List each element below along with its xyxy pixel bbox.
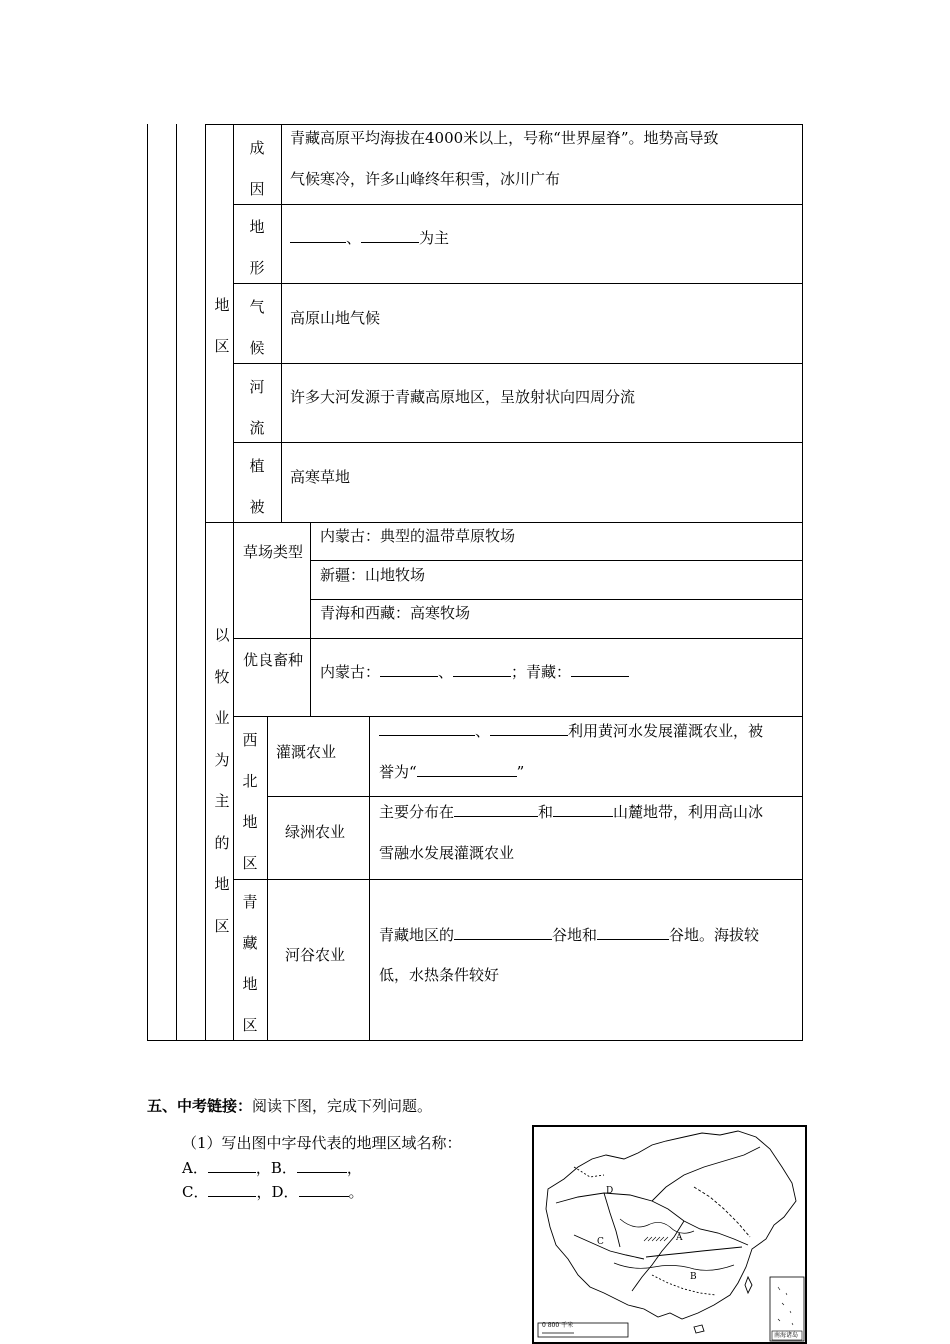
grassland-item: 新疆：山地牧场 [320,566,426,584]
terrain-text [290,228,449,248]
oasis-text-line1 [379,802,763,822]
china-regions-map [532,1125,807,1344]
blank[interactable] [571,662,629,677]
irrigation-praise-post: ” [516,763,525,781]
grassland-item: 青海和西藏：高寒牧场 [320,604,471,622]
irrigation-text-line1 [379,721,763,741]
map-letter-a: A [676,1233,683,1243]
northwest-label: 西北地区 [242,731,258,872]
blank[interactable] [454,802,538,817]
map-letter-d: D [606,1186,614,1196]
oasis-mid: 和 [538,803,554,821]
blank-a[interactable] [208,1158,256,1173]
section-heading-bold: 五、中考链接： [147,1097,253,1115]
blank-c[interactable] [208,1182,256,1197]
blank[interactable] [453,662,511,677]
oasis-pre: 主要分布在 [379,803,455,821]
separator: ；青藏： [511,663,572,681]
irrigation-label: 灌溉农业 [276,743,337,761]
breeds-prefix: 内蒙古： [320,663,381,681]
valley-text-line2: 低，水热条件较好 [379,966,500,984]
blank[interactable] [490,721,568,736]
map-inset-label: 南海诸岛 [774,1332,799,1339]
label-a: A． [182,1159,208,1177]
separator: 、 [475,722,491,740]
punct: 。 [348,1183,364,1201]
map-scale-label: 0 800 千米 [542,1322,574,1329]
suffix: 为主 [419,229,450,247]
label-d: ，D． [256,1183,299,1201]
rivers-text: 许多大河发源于青藏高原地区，呈放射状向四周分流 [290,388,636,406]
blank[interactable] [417,762,517,777]
grassland-item: 内蒙古：典型的温带草原牧场 [320,527,516,545]
blank[interactable] [454,925,552,940]
pastoral-region-label: 以牧业为主的地区 [214,626,230,935]
map-letter-c: C [597,1237,604,1247]
oasis-text-line2: 雪融水发展灌溉农业 [379,844,515,862]
rivers-label: 河流 [249,378,265,437]
valley-pre: 青藏地区的 [379,926,455,944]
breeds-text [320,662,629,682]
oasis-post: 山麓地带，利用高山冰 [613,803,764,821]
climate-label: 气候 [249,298,265,357]
cause-text-line2: 气候寒冷，许多山峰终年积雪，冰川广布 [290,170,561,188]
blank[interactable] [597,925,669,940]
label-b: ，B． [255,1159,297,1177]
answer-line-cd [182,1182,364,1202]
separator: 、 [438,663,454,681]
valley-post: 谷地。海拔较 [669,926,760,944]
cause-text-line1: 青藏高原平均海拔在4000米以上，号称“世界屋脊”。地势高导致 [290,129,719,147]
irrigation-text-line2 [379,762,524,782]
climate-text: 高原山地气候 [290,309,381,327]
irrigation-desc: 利用黄河水发展灌溉农业，被 [568,722,764,740]
vegetation-text: 高寒草地 [290,468,351,486]
qingzang-label: 青藏地区 [242,893,258,1034]
question-1: （1）写出图中字母代表的地理区域名称： [182,1134,462,1152]
section-heading-text: 阅读下图，完成下列问题。 [252,1097,433,1115]
valley-text-line1 [379,925,759,945]
grassland-type-label: 草场类型 [242,543,303,561]
map-outline [534,1127,805,1342]
valley-mid: 谷地和 [552,926,598,944]
blank[interactable] [553,802,613,817]
valley-label: 河谷农业 [285,946,346,964]
blank-b[interactable] [297,1158,347,1173]
vegetation-label: 植被 [249,457,265,516]
answer-line-ab [182,1158,362,1178]
map-letter-b: B [690,1272,697,1282]
punct: ， [346,1159,362,1177]
irrigation-praise-pre: 誉为“ [379,763,417,781]
section-heading [147,1096,432,1116]
region-label: 地区 [214,296,230,355]
blank[interactable] [361,228,419,243]
terrain-label: 地形 [249,218,265,277]
blank[interactable] [290,228,346,243]
breeds-label: 优良畜种 [242,651,303,669]
blank[interactable] [379,721,475,736]
blank[interactable] [380,662,438,677]
separator: 、 [346,229,362,247]
blank-d[interactable] [299,1182,349,1197]
cause-label: 成因 [249,139,265,198]
oasis-label: 绿洲农业 [285,823,346,841]
label-c: C． [182,1183,209,1201]
